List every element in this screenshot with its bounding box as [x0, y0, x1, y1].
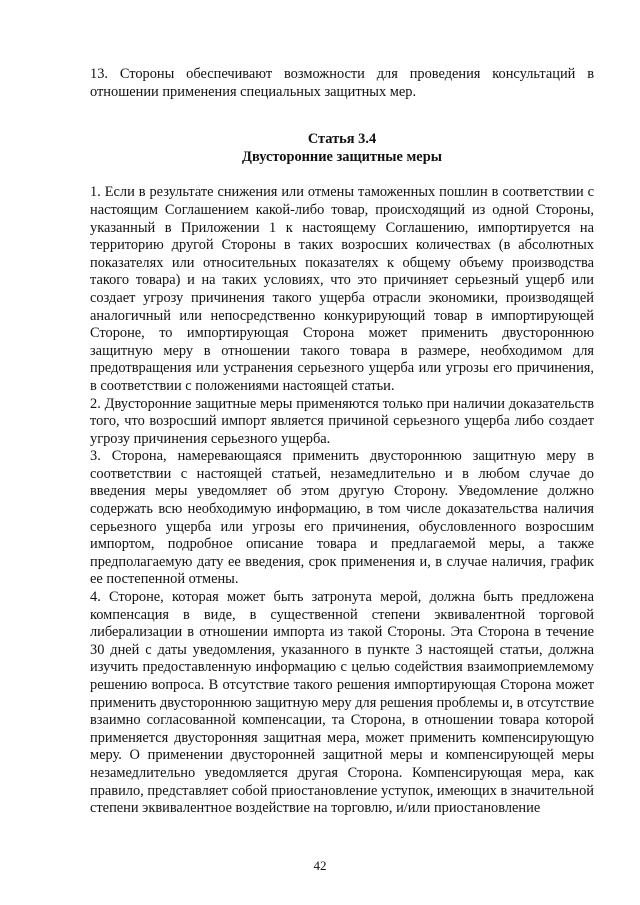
paragraph-3: 3. Сторона, намеревающаяся применить двустороннюю защитную меру в соответствии с настоящей статьей, незамедлительно и в любом случае до введения меры уведомляет об этом другую Сторону. Уведомление должно содержать всю необходимую информацию, в том числе доказательства наличия серьезного ущерба или угрозы его причинения, обусловленного возросшим импортом, подробное описание товара и предлагаемой меры, а также предполагаемую дату ее введения, срок применения и, в случае наличия, график ее постепенной отмены. [90, 448, 594, 588]
article-heading [90, 131, 594, 166]
article-body [90, 184, 594, 817]
paragraph-1: 1. Если в результате снижения или отмены таможенных пошлин в соответствии с настоящим Соглашением какой-либо товар, происходящий из одной Стороны, указанный в Приложении 1 к настоящему Соглашению, импортируется на территорию другой Стороны в таких возросших количествах (в абсолютных показателях или относительных показателях к общему объему производства такого товара) и на таких условиях, что это причиняет серьезный ущерб или создает угрозу причинения такого ущерба отрасли экономики, производящей аналогичный или непосредственно конкурирующий товар в импортирующей Стороне, то импортирующая Сторона может применить двустороннюю защитную меру в отношении такого товара в размере, необходимом для предотвращения или устранения серьезного ущерба или угрозы его причинения, в соответствии с положениями настоящей статьи. [90, 184, 594, 394]
paragraph-2: 2. Двусторонние защитные меры применяются только при наличии доказательств того, что возросший импорт является причиной серьезного ущерба либо создает угрозу причинения серьезного ущерба. [90, 395, 594, 447]
article-number: Статья 3.4 [307, 131, 377, 148]
paragraph-13: 13. Стороны обеспечивают возможности для проведения консультаций в отношении применения специальных защитных мер. [90, 66, 594, 100]
paragraph-4: 4. Стороне, которая может быть затронута мерой, должна быть предложена компенсация в виде, в существенной степени эквивалентной торговой либерализации в отношении импорта из такой Стороны. Эта Сторона в течение 30 дней с даты уведомления, указанного в пункте 3 настоящей статьи, должна изучить предоставленную информацию с целью содействия взаимоприемлемому решению вопроса. В отсутствие такого решения импортирующая Сторона может применить двустороннюю защитную меру для решения проблемы и, в отсутствие взаимно согласованной компенсации, та Сторона, в отношении товара которой применяется двусторонняя защитная мера, может применить компенсирующую меру. О применении двусторонней защитной меры и компенсирующей меры незамедлительно уведомляется другая Сторона. Компенсирующая мера, как правило, представляет собой приостановление уступок, имеющих в значительной степени эквивалентное воздействие на торговлю, и/или приостановление [90, 589, 594, 817]
article-title: Двусторонние защитные меры [242, 148, 442, 165]
page-number: 42 [313, 858, 327, 873]
